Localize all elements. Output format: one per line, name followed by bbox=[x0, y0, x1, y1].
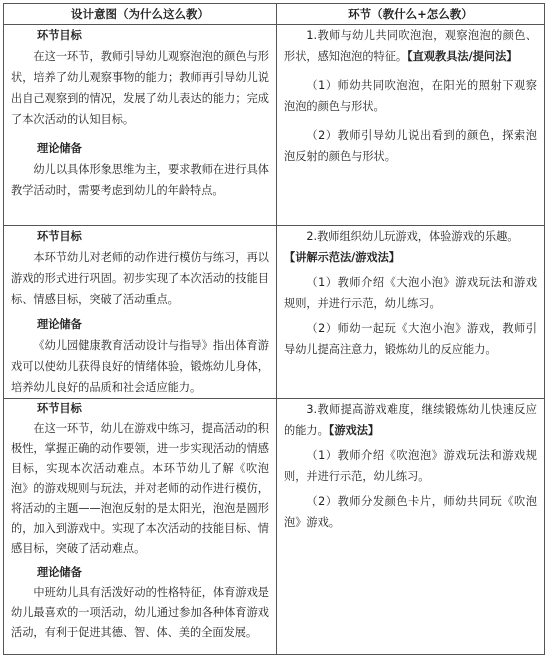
sub-step: （2）教师引导幼儿说出看到的颜色，探索泡泡反射的颜色与形状。 bbox=[284, 129, 537, 163]
header-design-intent: 设计意图（为什么这么教） bbox=[4, 4, 277, 25]
teaching-step-cell bbox=[277, 226, 545, 399]
method-tag: 【讲解示范法/游戏法】 bbox=[284, 251, 400, 264]
sub-step: （1）教师介绍《大泡小泡》游戏玩法和游戏规则，并进行示范，幼儿练习。 bbox=[284, 276, 537, 310]
section-text: 在这一环节，教师引导幼儿观察泡泡的颜色与形状，培养了幼儿观察事物的能力；教师再引导幼儿说出自己观察到的情况，发展了幼儿表达的能力；完成了本次活动的认知目标。 bbox=[11, 50, 269, 126]
design-intent-cell bbox=[4, 226, 277, 399]
section-heading: 理论储备 bbox=[37, 142, 82, 155]
sub-step: （1）师幼共同吹泡泡，在阳光的照射下观察泡泡的颜色与形状。 bbox=[284, 79, 537, 113]
step-title: 3.教师提高游戏难度，继续锻炼幼儿快速反应的能力。【游戏法】 bbox=[284, 403, 537, 437]
table-header-row bbox=[4, 4, 545, 25]
section-heading: 理论储备 bbox=[37, 318, 82, 331]
section-heading: 环节目标 bbox=[37, 29, 82, 42]
design-intent-cell bbox=[4, 25, 277, 226]
step-title: 1.教师与幼儿共同吹泡泡，观察泡泡的颜色、形状，感知泡泡的特征。【直观教具法/提问法】 bbox=[284, 29, 537, 63]
header-teaching-step: 环节（教什么+怎么教） bbox=[277, 4, 545, 25]
sub-step: （2）教师分发颜色卡片，师幼共同玩《吹泡泡》游戏。 bbox=[284, 495, 537, 529]
section-heading: 环节目标 bbox=[37, 402, 82, 415]
table-row bbox=[4, 226, 545, 399]
step-title: 2.教师组织幼儿玩游戏，体验游戏的乐趣。 bbox=[306, 230, 519, 243]
teaching-step-cell bbox=[277, 399, 545, 655]
section-text: 《幼儿园健康教育活动设计与指导》指出体育游戏可以使幼儿获得良好的情绪体验，锻炼幼儿身体，培养幼儿良好的品质和社会适应能力。 bbox=[11, 339, 269, 394]
section-text: 中班幼儿具有活泼好动的性格特征，体育游戏是幼儿最喜欢的一项活动，幼儿通过参加各种体育游戏活动，有利于促进其德、智、体、美的全面发展。 bbox=[11, 586, 269, 639]
section-text: 本环节幼儿对老师的动作进行模仿与练习，再以游戏的形式进行巩固。初步实现了本次活动的技能目标、情感目标，突破了活动重点。 bbox=[11, 251, 269, 306]
method-tag: 【直观教具法/提问法】 bbox=[407, 50, 518, 63]
sub-step: （1）教师介绍《吹泡泡》游戏玩法和游戏规则，并进行示范，幼儿练习。 bbox=[284, 449, 537, 483]
section-heading: 环节目标 bbox=[37, 230, 82, 243]
table-row bbox=[4, 25, 545, 226]
section-text: 幼儿以具体形象思维为主，要求教师在进行具体教学活动时，需要考虑到幼儿的年龄特点。 bbox=[11, 163, 269, 197]
sub-step: （2）师幼一起玩《大泡小泡》游戏，教师引导幼儿提高注意力，锻炼幼儿的反应能力。 bbox=[284, 322, 537, 356]
teaching-step-cell bbox=[277, 25, 545, 226]
lesson-plan-table bbox=[3, 3, 545, 655]
section-text: 在这一环节，幼儿在游戏中练习，提高活动的积极性，掌握正确的动作要领，进一步实现活动的情感目标，实现本次活动难点。本环节幼儿了解《吹泡泡》的游戏规则与玩法，并对老师的动作进行模仿，将活动的主题——泡泡反射的是太阳光，泡泡是圆形的，加入到游戏中。实现了本次活动的技能目标、情感目标，突破了活动难点。 bbox=[11, 422, 269, 555]
section-heading: 理论储备 bbox=[37, 566, 82, 579]
method-tag: 【游戏法】 bbox=[328, 424, 380, 437]
design-intent-cell bbox=[4, 399, 277, 655]
table-row bbox=[4, 399, 545, 655]
